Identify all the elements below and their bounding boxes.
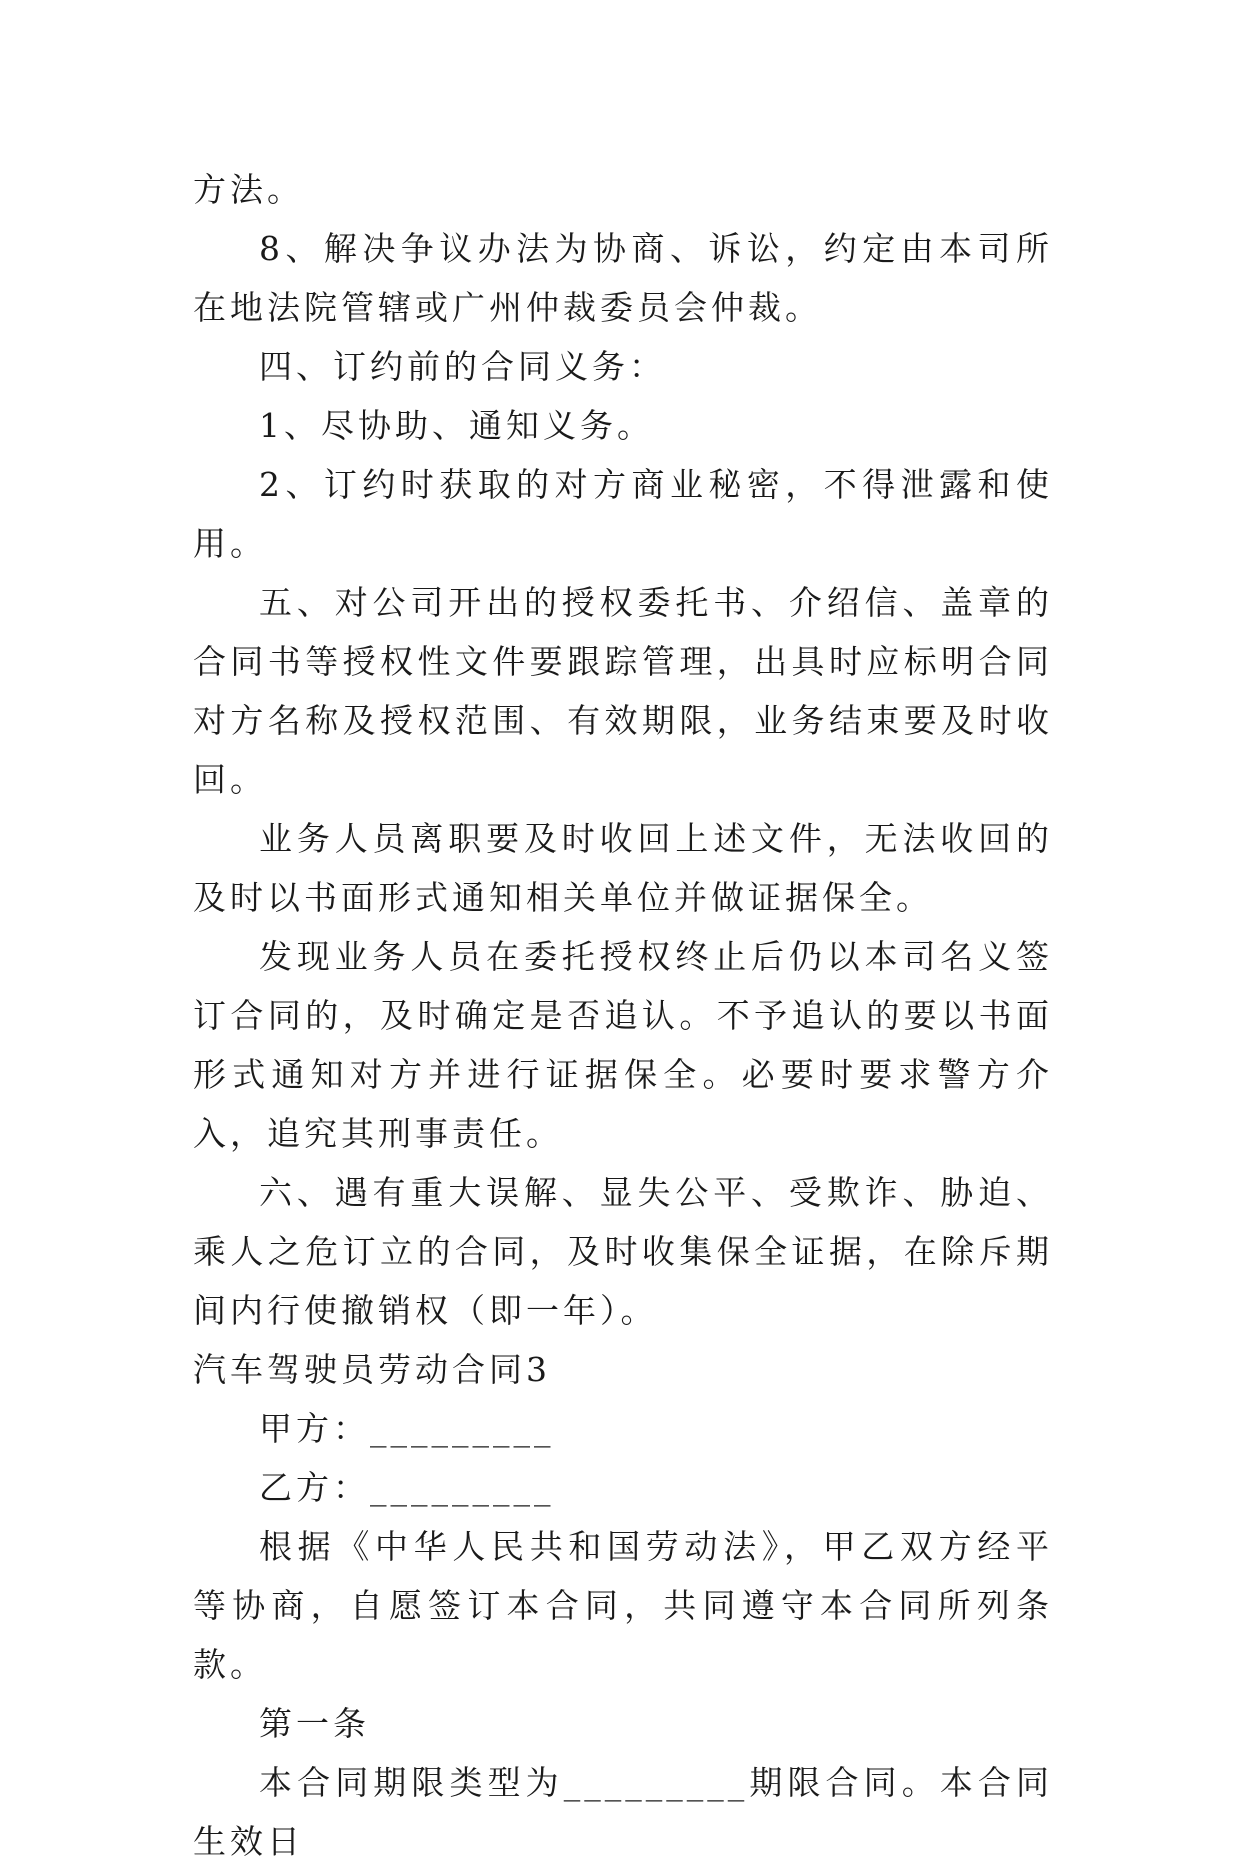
paragraph-continuation: 方法。 bbox=[193, 170, 304, 209]
paragraph-authorization-documents: 五、对公司开出的授权委托书、介绍信、盖章的合同书等授权性文件要跟踪管理，出具时应标明合同对方名称及授权范围、有效期限，业务结束要及时收回。 bbox=[193, 583, 1053, 799]
list-item-2: 2、订约时获取的对方商业秘密，不得泄露和使用。 bbox=[193, 465, 1053, 563]
contract-title: 汽车驾驶员劳动合同3 bbox=[193, 1350, 551, 1389]
article-heading-1: 第一条 bbox=[259, 1704, 370, 1743]
paragraph-legal-basis: 根据《中华人民共和国劳动法》，甲乙双方经平等协商，自愿签订本合同，共同遵守本合同所列条款。 bbox=[193, 1527, 1053, 1684]
party-a-field: 甲方：_________ bbox=[259, 1409, 555, 1448]
party-b-field: 乙方：_________ bbox=[259, 1468, 555, 1507]
paragraph-revocation-right: 六、遇有重大误解、显失公平、受欺诈、胁迫、乘人之危订立的合同，及时收集保全证据，在除斥期间内行使撤销权（即一年）。 bbox=[193, 1173, 1053, 1330]
paragraph-staff-resignation: 业务人员离职要及时收回上述文件，无法收回的及时以书面形式通知相关单位并做证据保全。 bbox=[193, 819, 1053, 917]
list-item-1: 1、尽协助、通知义务。 bbox=[259, 406, 654, 445]
paragraph-unauthorized-signing: 发现业务人员在委托授权终止后仍以本司名义签订合同的，及时确定是否追认。不予追认的要以书面形式通知对方并进行证据保全。必要时要求警方介入，追究其刑事责任。 bbox=[193, 937, 1053, 1153]
document-page bbox=[193, 160, 1053, 1871]
paragraph-contract-term: 本合同期限类型为_________期限合同。本合同生效日 bbox=[193, 1763, 1053, 1861]
paragraph-dispute-resolution: 8、解决争议办法为协商、诉讼，约定由本司所在地法院管辖或广州仲裁委员会仲裁。 bbox=[193, 229, 1053, 327]
section-heading-pre-contract-obligations: 四、订约前的合同义务： bbox=[259, 347, 666, 386]
